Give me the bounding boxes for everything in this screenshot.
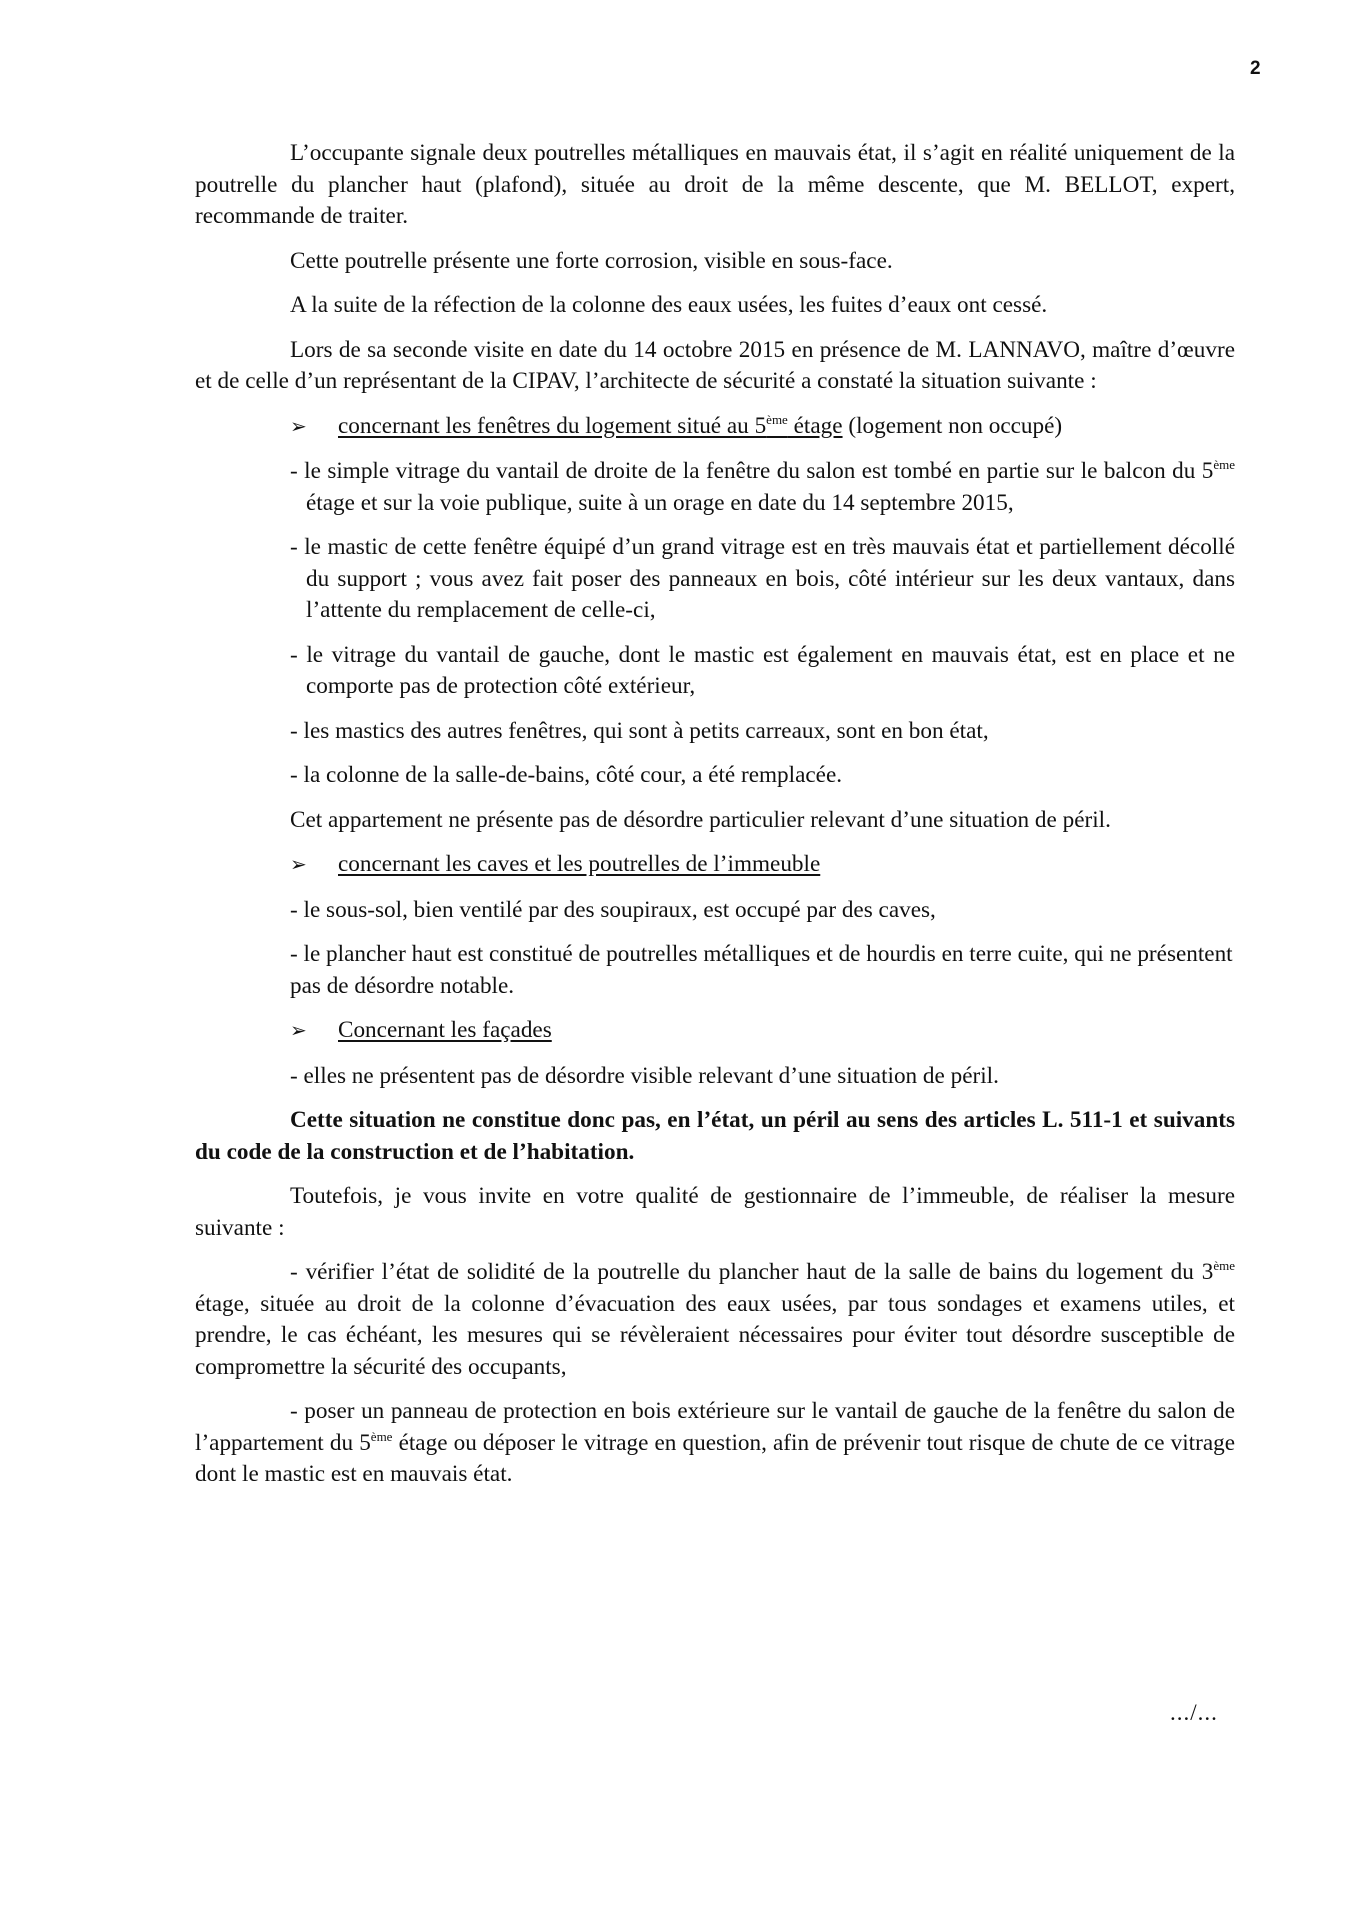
ordinal-suffix: ème [1213,457,1235,472]
list-item: - le plancher haut est constitué de poutrelles métalliques et de hourdis en terre cuite, qui ne présentent pas de désordre notable. [290,941,1233,999]
paragraph-occupant-report: L’occupante signale deux poutrelles métalliques en mauvais état, il s’agit en réalité uniquement de la poutrelle du plancher haut (plafond), située au droit de la même descente, que M. BELLOT, expert, recommande de traiter. [195,140,1235,229]
letter-body [195,138,1235,1491]
heading-cellars-text: concernant les caves et les poutrelles de l’immeuble [338,851,821,877]
heading-windows-etage: étage [787,412,843,439]
paragraph-leaks-stopped: A la suite de la réfection de la colonne des eaux usées, les fuites d’eaux ont cessé. [290,292,1048,318]
paragraph-second-visit: Lors de sa seconde visite en date du 14 octobre 2015 en présence de M. LANNAVO, maître d’œuvre et de celle d’un représentant de la CIPAV, l’architecte de sécurité a constaté la situation suivante : [195,336,1235,394]
arrow-bullet-icon: ➢ [290,415,307,438]
measure-item [195,1396,1235,1491]
section-heading-windows [195,411,1235,444]
continuation-mark: .../... [1170,1700,1218,1725]
list-item: - le vitrage du vantail de gauche, dont le mastic est également en mauvais état, est en place et ne comporte pas de protection côté extérieur, [290,641,1235,699]
list-item: - le mastic de cette fenêtre équipé d’un grand vitrage est en très mauvais état et partiellement décollé du support ; vous avez fait poser des panneaux en bois, côté intérieur sur les deux vantaux, dans l’attente du remplacement de celle-ci, [290,534,1235,623]
measure-text: étage ou déposer le vitrage en question, afin de prévenir tout risque de chute de ce vitrage dont le mastic est en mauvais état. [195,1429,1235,1487]
paragraph-corrosion: Cette poutrelle présente une forte corrosion, visible en sous-face. [290,247,893,274]
measure-text: étage, située au droit de la colonne d’évacuation des eaux usées, par tous sondages et examens utiles, et prendre, le cas échéant, les mesures qui se révèleraient nécessaires pour éviter tout désordre susceptible de compromettre la sécurité des occupants, [195,1290,1235,1380]
arrow-bullet-icon: ➢ [290,854,307,876]
list-item: - le sous-sol, bien ventilé par des soupiraux, est occupé par des caves, [290,896,936,923]
list-item-text: - le simple vitrage du vantail de droite de la fenêtre du salon est tombé en partie sur le balcon du 5 [290,458,1214,484]
section-heading-facades [195,1015,1235,1048]
heading-windows-note: (logement non occupé) [842,412,1063,439]
heading-windows-text: concernant les fenêtres du logement situé au 5 [338,412,767,439]
arrow-bullet-icon: ➢ [290,1020,307,1042]
list-item [195,456,1235,519]
list-item: - la colonne de la salle-de-bains, côté cour, a été remplacée. [290,762,843,788]
ordinal-suffix: ème [766,411,788,427]
list-item-text: étage et sur la voie publique, suite à un orage en date du 14 septembre 2015, [306,489,1014,516]
list-item: - les mastics des autres fenêtres, qui sont à petits carreaux, sont en bon état, [290,717,989,744]
paragraph-apartment-conclusion: Cet appartement ne présente pas de désordre particulier relevant d’une situation de péril. [290,806,1111,833]
heading-facades-text: Concernant les façades [338,1017,552,1043]
ordinal-suffix: ème [1213,1258,1235,1273]
measure-text: - vérifier l’état de solidité de la poutrelle du plancher haut de la salle de bains du logement du 3 [290,1259,1214,1285]
section-heading-cellars [195,849,1235,882]
list-item: - elles ne présentent pas de désordre visible relevant d’une situation de péril. [290,1062,999,1089]
paragraph-request: Toutefois, je vous invite en votre qualité de gestionnaire de l’immeuble, de réaliser la mesure suivante : [195,1183,1235,1241]
measure-text: - poser un panneau de protection en bois extérieure sur le vantail de gauche de la fenêtre du salon de l’appartement du 5 [195,1398,1235,1456]
legal-conclusion: Cette situation ne constitue donc pas, en l’état, un péril au sens des articles L. 511-1 et suivants du code de la construction et de l’habitation. [195,1107,1235,1165]
page-number: 2 [1250,58,1261,79]
measure-item [195,1257,1235,1383]
ordinal-suffix: ème [370,1428,393,1444]
